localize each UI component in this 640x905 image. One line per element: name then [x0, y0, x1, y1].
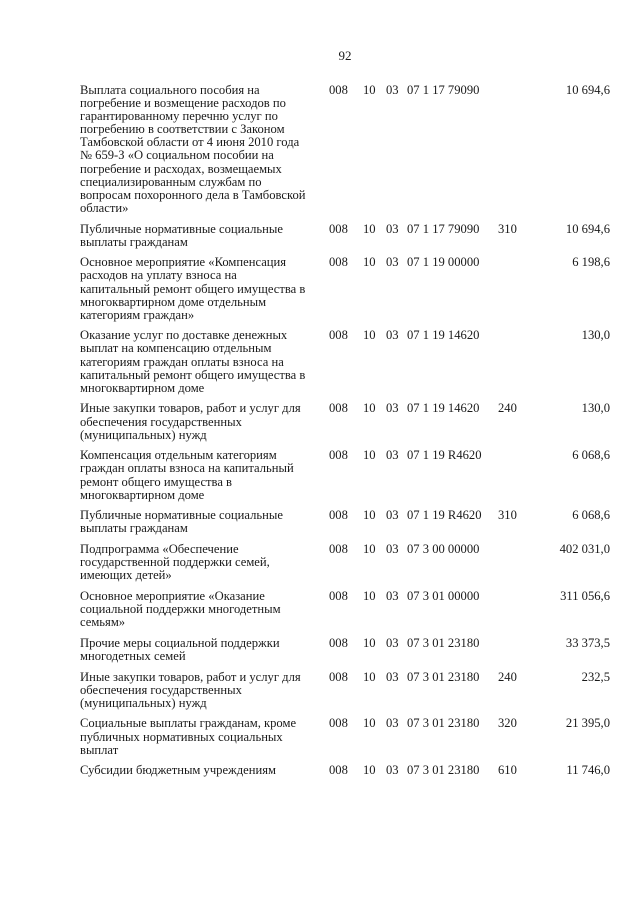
- target-article-code: 07 3 01 23180: [407, 763, 480, 778]
- subsection-code: 03: [386, 763, 399, 778]
- subsection-code: 03: [386, 255, 399, 270]
- target-article-code: 07 3 01 23180: [407, 669, 480, 684]
- row-name: Оказание услуг по доставке денежных выплат на компенсацию отдельным категориям граждан оплаты взноса на капитальный ремонт общего имущества в многоквартирном доме: [80, 328, 306, 395]
- amount: 311 056,6: [560, 588, 610, 603]
- expense-type-code: 610: [498, 763, 517, 778]
- section-code: 10: [363, 763, 376, 778]
- table-row: [80, 223, 610, 249]
- department-code: 008: [329, 635, 348, 650]
- amount: 232,5: [581, 669, 610, 684]
- row-name: Выплата социального пособия на погребение и возмещение расходов по гарантированному перечню услуг по погребению в соответствии с Законом Тамбовской области от 4 июня 2010 года № 659-З «О социальном пособии на погребение и расходах, возмещаемых специализированным службам по вопросам похоронного дела в Тамбовской области»: [80, 83, 306, 215]
- row-name: Иные закупки товаров, работ и услуг для обеспечения государственных (муниципальных) нужд: [80, 669, 301, 710]
- row-name: Иные закупки товаров, работ и услуг для обеспечения государственных (муниципальных) нужд: [80, 401, 301, 442]
- table-row: [80, 590, 610, 629]
- target-article-code: 07 1 17 79090: [407, 83, 480, 97]
- department-code: 008: [329, 716, 348, 731]
- department-code: 008: [329, 508, 348, 523]
- section-code: 10: [363, 635, 376, 650]
- amount: 11 746,0: [566, 763, 610, 778]
- subsection-code: 03: [386, 221, 399, 236]
- table-row: [80, 256, 610, 321]
- subsection-code: 03: [386, 635, 399, 650]
- subsection-code: 03: [386, 716, 399, 731]
- target-article-code: 07 3 00 00000: [407, 542, 480, 557]
- table-row: [80, 449, 610, 501]
- row-name: Прочие меры социальной поддержки многодетных семей: [80, 635, 280, 663]
- page-number: 92: [338, 48, 352, 63]
- amount: 10 694,6: [565, 83, 610, 97]
- expense-type-code: 240: [498, 669, 517, 684]
- amount: 21 395,0: [565, 716, 610, 731]
- amount: 33 373,5: [565, 635, 610, 650]
- department-code: 008: [329, 83, 348, 97]
- target-article-code: 07 1 19 R4620: [407, 448, 482, 463]
- department-code: 008: [329, 669, 348, 684]
- table-row: [80, 509, 610, 535]
- target-article-code: 07 3 01 00000: [407, 588, 480, 603]
- target-article-code: 07 1 19 00000: [407, 255, 480, 270]
- target-article-code: 07 1 19 R4620: [407, 508, 482, 523]
- row-name: Основное мероприятие «Оказание социальной поддержки многодетным семьям»: [80, 588, 281, 630]
- table-row: [80, 637, 610, 663]
- amount: 6 068,6: [572, 448, 610, 463]
- budget-table: [80, 84, 610, 785]
- target-article-code: 07 3 01 23180: [407, 635, 480, 650]
- section-code: 10: [363, 508, 376, 523]
- expense-type-code: 310: [498, 508, 517, 523]
- department-code: 008: [329, 588, 348, 603]
- section-code: 10: [363, 221, 376, 236]
- expense-type-code: 310: [498, 221, 517, 236]
- subsection-code: 03: [386, 448, 399, 463]
- department-code: 008: [329, 255, 348, 270]
- section-code: 10: [363, 401, 376, 416]
- subsection-code: 03: [386, 401, 399, 416]
- department-code: 008: [329, 448, 348, 463]
- target-article-code: 07 1 19 14620: [407, 401, 480, 416]
- section-code: 10: [363, 448, 376, 463]
- row-name: Публичные нормативные социальные выплаты гражданам: [80, 508, 283, 536]
- department-code: 008: [329, 763, 348, 778]
- table-row: [80, 329, 610, 394]
- table-row: [80, 764, 610, 777]
- department-code: 008: [329, 328, 348, 343]
- amount: 10 694,6: [565, 221, 610, 236]
- subsection-code: 03: [386, 508, 399, 523]
- section-code: 10: [363, 542, 376, 557]
- section-code: 10: [363, 588, 376, 603]
- amount: 130,0: [581, 328, 610, 343]
- department-code: 008: [329, 401, 348, 416]
- expense-type-code: 240: [498, 401, 517, 416]
- amount: 6 198,6: [572, 255, 610, 270]
- target-article-code: 07 3 01 23180: [407, 716, 480, 731]
- table-row: [80, 717, 610, 756]
- subsection-code: 03: [386, 328, 399, 343]
- row-name: Основное мероприятие «Компенсация расходов на уплату взноса на капитальный ремонт общего имущества в многоквартирном доме отдельным категориям граждан»: [80, 255, 306, 322]
- amount: 6 068,6: [572, 508, 610, 523]
- department-code: 008: [329, 221, 348, 236]
- amount: 130,0: [581, 401, 610, 416]
- subsection-code: 03: [386, 83, 399, 97]
- section-code: 10: [363, 669, 376, 684]
- section-code: 10: [363, 255, 376, 270]
- row-name: Подпрограмма «Обеспечение государственной поддержки семей, имеющих детей»: [80, 542, 270, 583]
- table-row: [80, 543, 610, 582]
- subsection-code: 03: [386, 588, 399, 603]
- row-name: Компенсация отдельным категориям граждан оплаты взноса на капитальный ремонт общего имущества в многоквартирном доме: [80, 448, 294, 502]
- row-name: Социальные выплаты гражданам, кроме публичных нормативных социальных выплат: [80, 716, 297, 757]
- table-row: [80, 671, 610, 710]
- section-code: 10: [363, 716, 376, 731]
- row-name: Субсидии бюджетным учреждениям: [80, 763, 276, 778]
- target-article-code: 07 1 17 79090: [407, 221, 480, 236]
- table-row: [80, 402, 610, 441]
- amount: 402 031,0: [559, 542, 610, 557]
- section-code: 10: [363, 83, 376, 97]
- subsection-code: 03: [386, 669, 399, 684]
- target-article-code: 07 1 19 14620: [407, 328, 480, 343]
- subsection-code: 03: [386, 542, 399, 557]
- department-code: 008: [329, 542, 348, 557]
- expense-type-code: 320: [498, 716, 517, 731]
- section-code: 10: [363, 328, 376, 343]
- row-name: Публичные нормативные социальные выплаты гражданам: [80, 221, 283, 249]
- table-row: [80, 84, 610, 215]
